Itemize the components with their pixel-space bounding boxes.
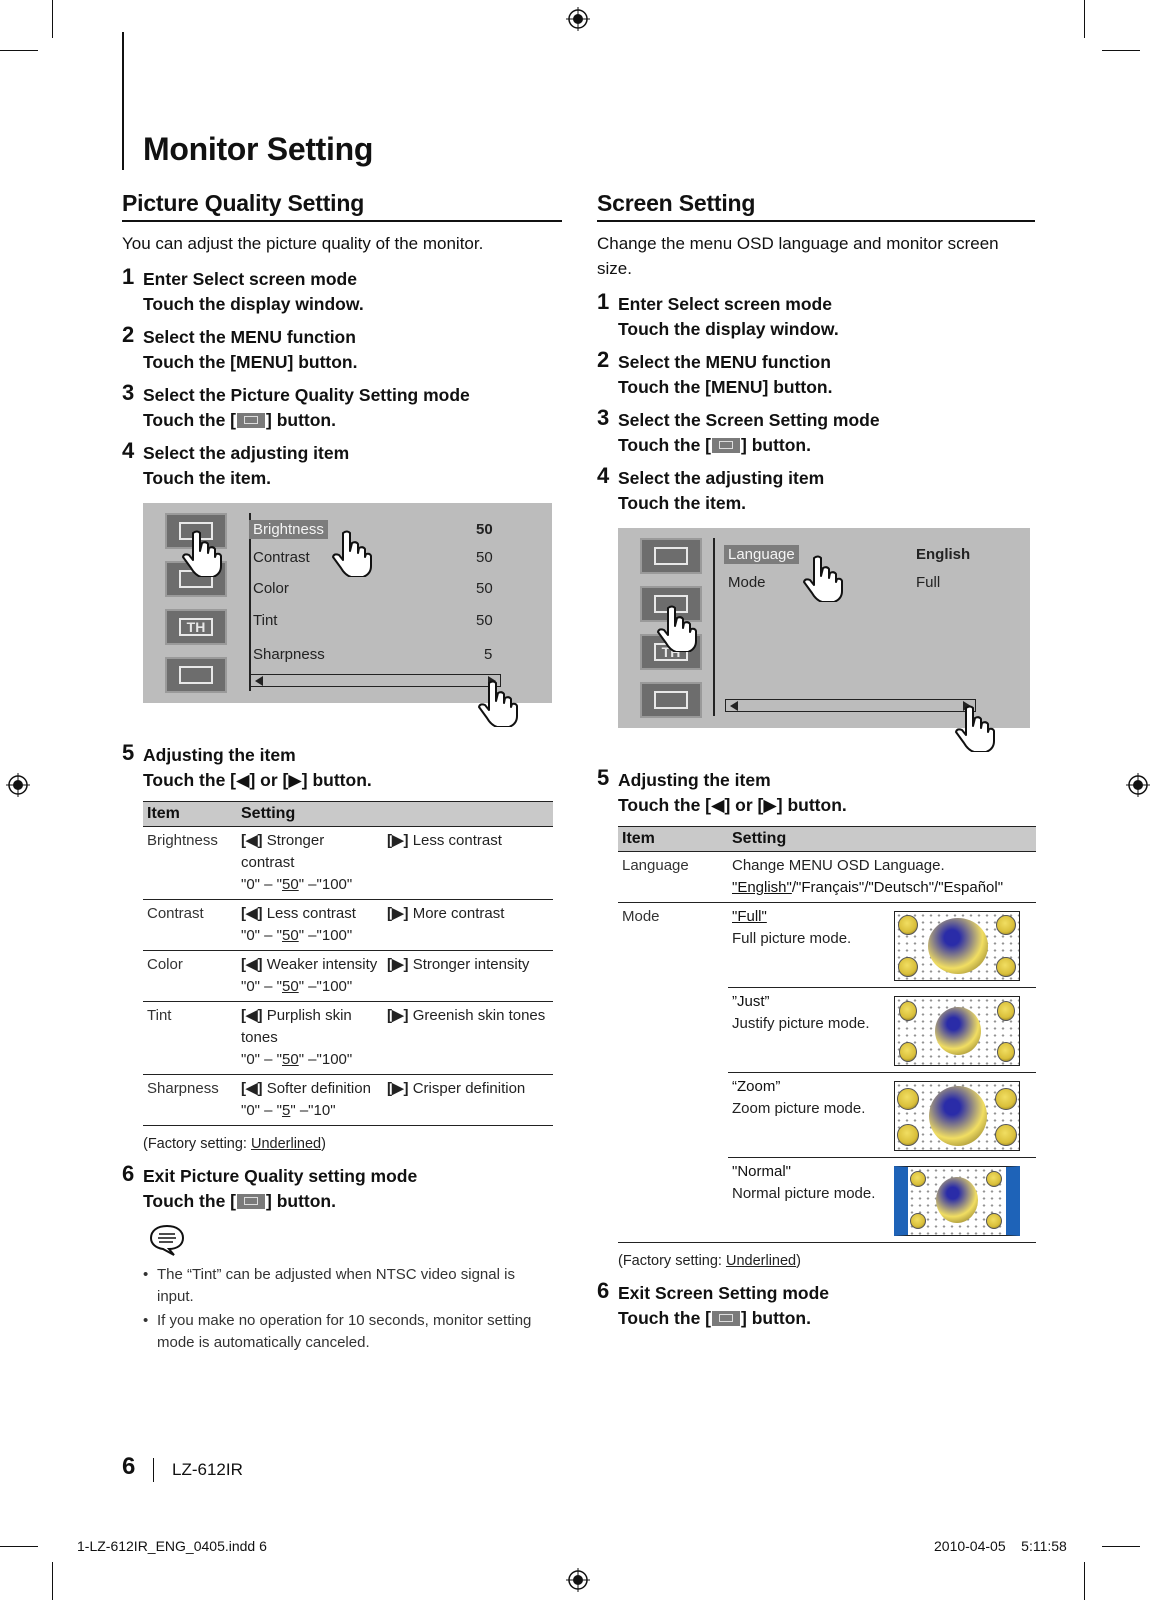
circle-small	[996, 915, 1016, 935]
circle-small	[910, 1171, 926, 1187]
osd-item-value: English	[916, 546, 971, 563]
step-title: Select the adjusting item	[618, 468, 825, 488]
step-desc: Touch the [◀] or [▶] button.	[618, 795, 847, 815]
crop-mark	[52, 1562, 53, 1600]
exit-mode-icon[interactable]	[640, 682, 702, 718]
osd-item-sharpness[interactable]: Sharpness	[253, 646, 325, 663]
left-arrow-icon: [◀]	[241, 1007, 263, 1024]
crop-mark	[1084, 1562, 1085, 1600]
factory-text: (Factory setting:	[618, 1253, 726, 1269]
step-desc-text: ] button.	[741, 1308, 811, 1328]
table-cell-setting	[383, 1002, 553, 1075]
model-name: LZ-612IR	[172, 1460, 243, 1479]
mode-name: “Zoom”	[732, 1078, 781, 1095]
picture-quality-mode-icon[interactable]	[640, 538, 702, 574]
setting-left: Less contrast	[266, 905, 356, 922]
circle-large	[936, 1177, 978, 1223]
right-arrow-icon: [▶]	[387, 1080, 409, 1097]
circle-small	[899, 1001, 917, 1021]
osd-item-value: 50	[476, 549, 493, 566]
print-slug-date: 2010-04-05 5:11:58	[934, 1538, 1067, 1554]
mode-name: "Full"	[732, 908, 767, 925]
step	[597, 347, 1035, 400]
table-header: Setting	[728, 827, 1036, 852]
step-number: 3	[122, 380, 135, 405]
full-mode-illustration	[894, 911, 1020, 981]
step-desc: Touch the [MENU] button.	[143, 352, 358, 372]
osd-item-value: 50	[476, 521, 493, 538]
setting-right: Stronger intensity	[412, 956, 530, 973]
adjust-slider[interactable]	[725, 699, 976, 712]
section-title: Picture Quality Setting	[122, 190, 562, 222]
range-text: "0" – "	[241, 978, 282, 995]
step-desc-text: ] button.	[266, 410, 336, 430]
registration-mark-icon	[566, 7, 590, 31]
step-desc: Touch the [MENU] button.	[618, 377, 833, 397]
factory-text: )	[796, 1253, 801, 1269]
step	[122, 740, 562, 793]
crop-mark	[1102, 50, 1140, 51]
screen-setting-osd	[618, 528, 1030, 728]
circle-small	[898, 915, 918, 935]
table-row	[618, 852, 1036, 903]
step-desc-text: Touch the [	[143, 1191, 236, 1211]
osd-divider	[713, 538, 715, 716]
step-number: 4	[597, 463, 610, 488]
right-arrow-icon: [▶]	[387, 905, 409, 922]
step-title: Adjusting the item	[618, 770, 771, 790]
osd-item-value: 5	[484, 646, 493, 663]
side-rule	[122, 32, 124, 170]
osd-item-contrast[interactable]: Contrast	[253, 549, 310, 566]
table-cell-item: Language	[618, 852, 728, 903]
language-desc: Change MENU OSD Language.	[732, 857, 945, 874]
circle-small	[986, 1213, 1002, 1229]
table-cell-setting	[383, 951, 553, 1002]
osd-item-label: Language	[724, 545, 799, 564]
table-cell-item: Sharpness	[143, 1075, 237, 1126]
osd-item-color[interactable]: Color	[253, 580, 289, 597]
page-title: Monitor Setting	[143, 131, 374, 167]
step-number: 5	[122, 740, 135, 765]
circle-small	[897, 1088, 919, 1110]
left-arrow-icon: [◀]	[241, 832, 263, 849]
section-title: Screen Setting	[597, 190, 1035, 222]
mode-desc: Justify picture mode.	[732, 1015, 870, 1032]
step-title: Select the Screen Setting mode	[618, 410, 880, 430]
step-desc: Touch the item.	[618, 493, 747, 513]
step	[597, 765, 1035, 818]
mode-option	[728, 903, 1036, 988]
note-item: • The “Tint” can be adjusted when NTSC video signal is input.	[143, 1264, 545, 1308]
step-desc: Touch the item.	[143, 468, 272, 488]
default-value: "English"	[732, 879, 792, 896]
circle-small	[995, 1088, 1017, 1110]
step-number: 5	[597, 765, 610, 790]
crop-mark	[0, 1546, 38, 1547]
step-number: 2	[122, 322, 135, 347]
default-value: 50	[282, 1051, 299, 1068]
mode-desc: Zoom picture mode.	[732, 1100, 866, 1117]
page-number: 6	[122, 1453, 136, 1480]
print-slug-file: 1-LZ-612IR_ENG_0405.indd 6	[77, 1538, 267, 1554]
right-arrow-icon: [▶]	[387, 832, 409, 849]
picture-quality-section	[122, 190, 562, 1354]
step-desc	[143, 408, 562, 433]
table-cell-item: Tint	[143, 1002, 237, 1075]
step	[122, 264, 562, 317]
range-text: "0" – "	[241, 1102, 282, 1119]
step-desc-text: Touch the [	[143, 410, 236, 430]
circle-small	[997, 1001, 1015, 1021]
table-header: Item	[618, 827, 728, 852]
circle-small	[897, 1124, 919, 1146]
picture-quality-button-icon	[237, 413, 265, 428]
normal-mode-illustration	[894, 1166, 1020, 1236]
step-title: Exit Screen Setting mode	[618, 1283, 830, 1303]
table-row	[143, 951, 553, 1002]
circle-small	[986, 1171, 1002, 1187]
range-text: " –"100"	[298, 927, 353, 944]
zoom-mode-illustration	[894, 1081, 1020, 1151]
crop-mark	[0, 50, 38, 51]
mode-option	[728, 1158, 1036, 1242]
osd-item-brightness[interactable]	[253, 521, 328, 538]
default-value: 50	[282, 876, 299, 893]
default-value: 5	[282, 1102, 291, 1119]
setting-left: Weaker intensity	[266, 956, 378, 973]
step-title: Exit Picture Quality setting mode	[143, 1166, 418, 1186]
step-number: 6	[597, 1278, 610, 1303]
table-header: Item	[143, 802, 237, 827]
table-cell-setting	[383, 827, 553, 900]
osd-item-language[interactable]	[728, 546, 799, 563]
screen-setting-section	[597, 190, 1035, 1331]
setting-left: Purplish skin tones	[241, 1007, 352, 1046]
exit-button-icon	[712, 1311, 740, 1326]
table-header: Setting	[237, 802, 553, 827]
screen-setting-button-icon	[712, 438, 740, 453]
circle-small	[899, 1042, 917, 1062]
step-number: 3	[597, 405, 610, 430]
picture-quality-table	[143, 801, 553, 1126]
table-cell-item: Color	[143, 951, 237, 1002]
step-title: Adjusting the item	[143, 745, 296, 765]
language-options: /"Français"/"Deutsch"/"Español"	[791, 879, 1004, 896]
step-desc	[618, 433, 1035, 458]
hand-pointer-icon	[329, 529, 373, 577]
crop-mark	[1102, 1546, 1140, 1547]
table-row	[143, 1075, 553, 1126]
exit-button-icon	[237, 1194, 265, 1209]
range-text: " –"10"	[290, 1102, 336, 1119]
notes-list	[143, 1264, 545, 1354]
crop-mark	[1084, 0, 1085, 38]
right-arrow-icon: [▶]	[387, 956, 409, 973]
step-desc-text: Touch the [	[618, 1308, 711, 1328]
step-desc	[143, 1189, 562, 1214]
setting-right: Less contrast	[412, 832, 502, 849]
factory-setting-note	[618, 1253, 1035, 1269]
registration-mark-icon	[1126, 773, 1150, 797]
screen-setting-table	[618, 826, 1036, 1243]
setting-right: Greenish skin tones	[412, 1007, 546, 1024]
footer-separator	[153, 1458, 154, 1482]
mode-name: ”Just”	[732, 993, 770, 1010]
osd-item-value: 50	[476, 580, 493, 597]
section-intro: Change the menu OSD language and monitor screen size.	[597, 234, 999, 278]
step-number: 2	[597, 347, 610, 372]
tint-hue-mode-icon[interactable]	[165, 609, 227, 645]
osd-divider	[249, 513, 251, 691]
factory-setting-note	[143, 1136, 562, 1152]
mode-desc: Normal picture mode.	[732, 1185, 876, 1202]
left-arrow-icon: [◀]	[241, 905, 263, 922]
circle-small	[995, 1124, 1017, 1146]
section-intro: You can adjust the picture quality of the monitor.	[122, 234, 484, 253]
table-cell-item: Mode	[618, 903, 728, 1243]
osd-item-value: 50	[476, 612, 493, 629]
step-title: Enter Select screen mode	[618, 294, 832, 314]
picture-quality-osd	[143, 503, 552, 703]
circle-small	[997, 1042, 1015, 1062]
step-number: 1	[122, 264, 135, 289]
registration-mark-icon	[6, 773, 30, 797]
crop-mark	[52, 0, 53, 38]
step-desc: Touch the display window.	[618, 319, 839, 339]
note-icon	[147, 1222, 187, 1258]
factory-text: Underlined	[250, 1136, 322, 1152]
step	[122, 322, 562, 375]
right-arrow-icon: [▶]	[387, 1007, 409, 1024]
exit-mode-icon[interactable]	[165, 657, 227, 693]
note-item: • If you make no operation for 10 seconds, monitor setting mode is automatically canceled.	[143, 1310, 545, 1354]
table-cell-setting	[383, 1075, 553, 1126]
osd-item-value: Full	[916, 574, 941, 591]
step	[122, 1161, 562, 1214]
step-desc: Touch the display window.	[143, 294, 364, 314]
hand-pointer-icon	[654, 604, 698, 652]
circle-large	[928, 918, 988, 974]
step-desc-text: ] button.	[266, 1191, 336, 1211]
step	[597, 405, 1035, 458]
mode-desc: Full picture mode.	[732, 930, 852, 947]
default-value: 50	[282, 978, 299, 995]
osd-item-mode[interactable]: Mode	[728, 574, 766, 591]
circle-large	[929, 1086, 987, 1146]
step-number: 1	[597, 289, 610, 314]
step-title: Select the Picture Quality Setting mode	[143, 385, 470, 405]
setting-left: Stronger contrast	[241, 832, 325, 871]
step	[597, 463, 1035, 516]
mode-name: "Normal"	[732, 1163, 791, 1180]
step-title: Select the MENU function	[618, 352, 831, 372]
mode-option	[728, 988, 1036, 1073]
step-desc-text: ] button.	[741, 435, 811, 455]
range-text: " –"100"	[298, 876, 353, 893]
step-desc-text: Touch the [	[618, 435, 711, 455]
step-desc	[618, 1306, 1035, 1331]
factory-text: (Factory setting:	[143, 1136, 251, 1152]
circle-small	[898, 957, 918, 977]
range-text: "0" – "	[241, 927, 282, 944]
step	[122, 438, 562, 491]
setting-right: More contrast	[412, 905, 505, 922]
table-row	[143, 1002, 553, 1075]
left-arrow-icon: [◀]	[241, 1080, 263, 1097]
step	[597, 289, 1035, 342]
left-arrow-icon: [◀]	[241, 956, 263, 973]
setting-left: Softer definition	[266, 1080, 371, 1097]
step-number: 4	[122, 438, 135, 463]
table-cell-setting	[383, 900, 553, 951]
osd-item-tint[interactable]: Tint	[253, 612, 278, 629]
circle-small	[910, 1213, 926, 1229]
step-desc: Touch the [◀] or [▶] button.	[143, 770, 372, 790]
step	[122, 380, 562, 433]
range-text: " –"100"	[298, 978, 353, 995]
step	[597, 1278, 1035, 1331]
table-cell-setting	[237, 900, 383, 951]
hand-pointer-icon	[179, 529, 223, 577]
step-number: 6	[122, 1161, 135, 1186]
mode-option	[728, 1073, 1036, 1158]
adjust-slider[interactable]	[250, 674, 501, 687]
hand-pointer-icon	[475, 679, 519, 727]
factory-text: )	[321, 1136, 326, 1152]
circle-small	[996, 957, 1016, 977]
factory-text: Underlined	[725, 1253, 797, 1269]
table-cell-modes	[728, 903, 1036, 1243]
table-cell-item: Brightness	[143, 827, 237, 900]
table-cell-setting	[728, 852, 1036, 903]
setting-right: Crisper definition	[412, 1080, 526, 1097]
table-cell-setting	[237, 951, 383, 1002]
table-cell-setting	[237, 827, 383, 900]
step-title: Select the MENU function	[143, 327, 356, 347]
range-text: "0" – "	[241, 876, 282, 893]
step-title: Select the adjusting item	[143, 443, 350, 463]
osd-item-label: Brightness	[249, 520, 328, 539]
circle-large	[935, 1007, 981, 1055]
table-cell-item: Contrast	[143, 900, 237, 951]
registration-mark-icon	[566, 1568, 590, 1592]
table-row	[143, 900, 553, 951]
range-text: " –"100"	[298, 1051, 353, 1068]
table-row	[618, 903, 1036, 1243]
range-text: "0" – "	[241, 1051, 282, 1068]
table-row	[143, 827, 553, 900]
table-cell-setting	[237, 1075, 383, 1126]
table-cell-setting	[237, 1002, 383, 1075]
just-mode-illustration	[894, 996, 1020, 1066]
hand-pointer-icon	[800, 554, 844, 602]
step-title: Enter Select screen mode	[143, 269, 357, 289]
hand-pointer-icon	[952, 704, 996, 752]
default-value: 50	[282, 927, 299, 944]
